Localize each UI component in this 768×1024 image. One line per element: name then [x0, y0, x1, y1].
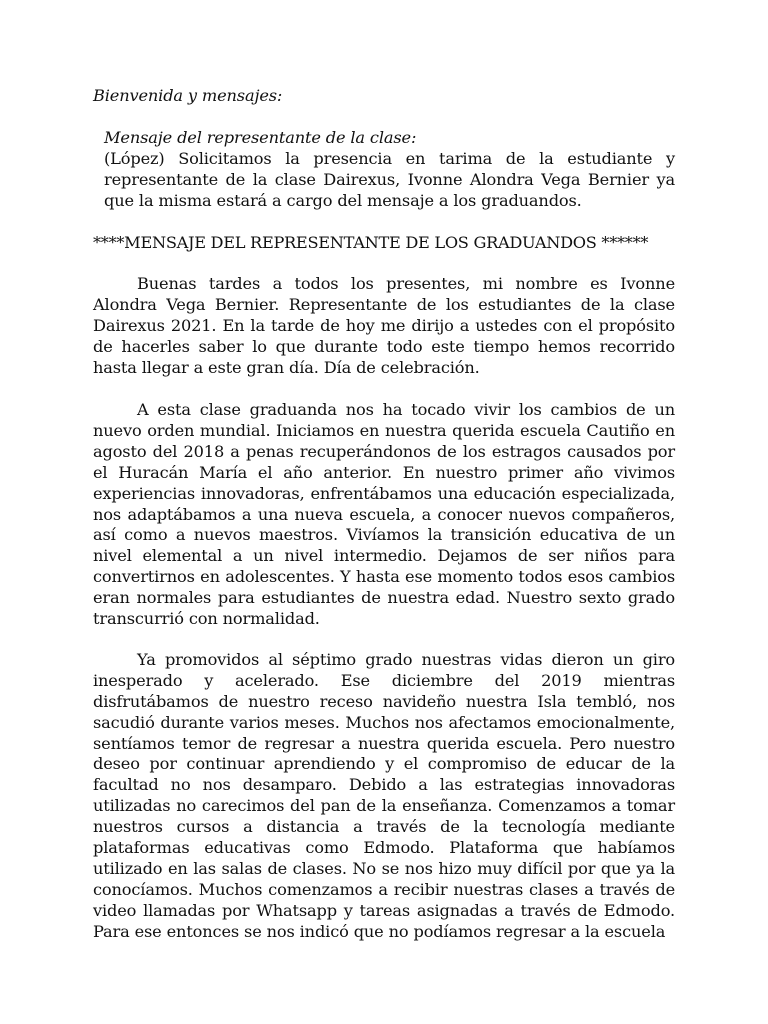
- body-paragraph-3: Ya promovidos al séptimo grado nuestras vidas dieron un giro inesperado y acelerado. Ese diciembre del 2019 mientras disfrutábamos de nuestro receso navideño nuestra Isla tembló, nos sacudió durante varios meses. Muchos nos afectamos emocionalmente, sentíamos temor de regresar a nuestra querida escuela. Pero nuestro deseo por continuar aprendiendo y el compromiso de educar de la facultad no nos desamparo. Debido a las estrategias innovadoras utilizadas no carecimos del pan de la enseñanza. Comenzamos a tomar nuestros cursos a distancia a través de la tecnología mediante plataformas educativas como Edmodo. Plataforma que habíamos utilizado en las salas de clases. No se nos hizo muy difícil por que ya la conocíamos. Muchos comenzamos a recibir nuestras clases a través de video llamadas por Whatsapp y tareas asignadas a través de Edmodo. Para ese entonces se nos indicó que no podíamos regresar a la escuela: [93, 649, 675, 941]
- section-heading: ****MENSAJE DEL REPRESENTANTE DE LOS GRADUANDOS ******: [93, 232, 649, 252]
- body-paragraph-1: Buenas tardes a todos los presentes, mi nombre es Ivonne Alondra Vega Bernier. Representante de los estudiantes de la clase Dairexus 2021. En la tarde de hoy me dirijo a ustedes con el propósito de hacerles saber lo que durante todo este tiempo hemos recorrido hasta llegar a este gran día. Día de celebración.: [93, 274, 675, 378]
- document-title: Bienvenida y mensajes:: [93, 86, 283, 105]
- representative-subtitle: Mensaje del representante de la clase:: [104, 127, 417, 147]
- intro-paragraph: (López) Solicitamos la presencia en tarima de la estudiante y representante de la clase Dairexus, Ivonne Alondra Vega Bernier ya que la misma estará a cargo del mensaje a los graduandos.: [104, 148, 675, 210]
- document-body: [93, 86, 675, 943]
- body-paragraph-2: A esta clase graduanda nos ha tocado vivir los cambios de un nuevo orden mundial. Iniciamos en nuestra querida escuela Cautiño en agosto del 2018 a penas recuperándonos de los estragos causados por el Huracán María el año anterior. En nuestro primer año vivimos experiencias innovadoras, enfrentábamos una educación especializada, nos adaptábamos a una nueva escuela, a conocer nuevos compañeros, así como a nuevos maestros. Vivíamos la transición educativa de un nivel elemental a un nivel intermedio. Dejamos de ser niños para convertirnos en adolescentes. Y hasta ese momento todos esos cambios eran normales para estudiantes de nuestra edad. Nuestro sexto grado transcurrió con normalidad.: [93, 399, 675, 629]
